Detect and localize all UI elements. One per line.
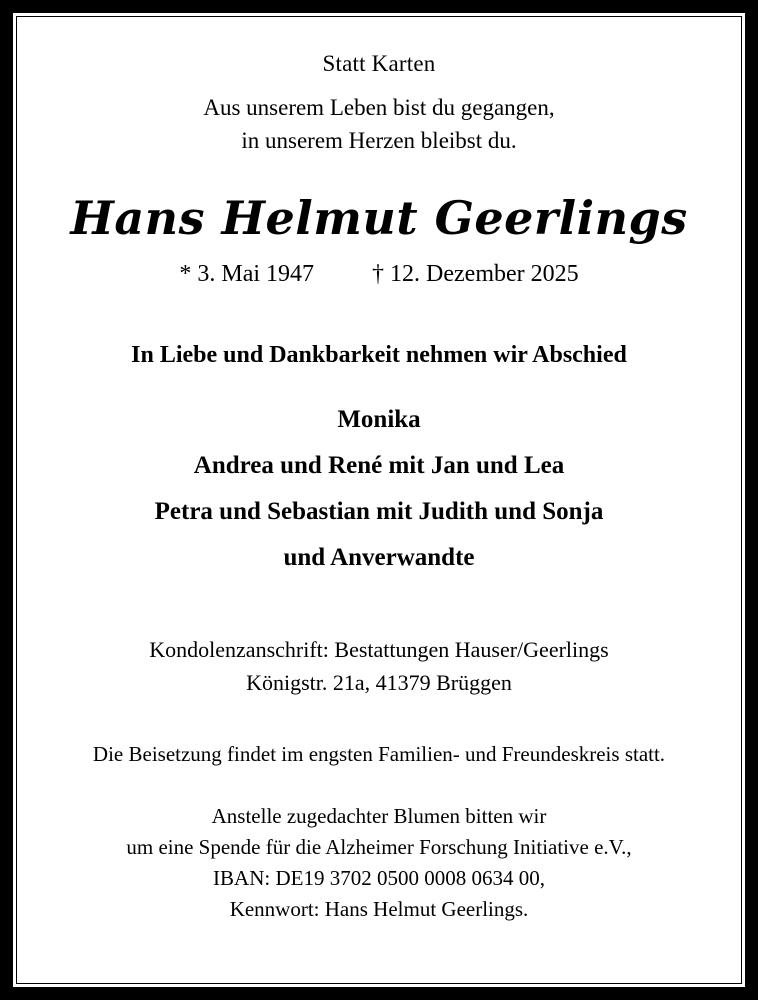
donation-line-1: Anstelle zugedachter Blumen bitten wir [211,804,547,828]
verse-line-2: in unserem Herzen bleibst du. [241,128,517,153]
life-dates [179,259,578,289]
mourner-line-3: Petra und Sebastian mit Judith und Sonja [154,498,604,525]
mourner-line-4: und Anverwandte [283,544,475,571]
donation-keyword: Kennwort: Hans Helmut Geerlings. [229,897,529,921]
mourner-line-1: Monika [337,406,421,433]
farewell-message: In Liebe und Dankbarkeit nehmen wir Abschied [131,342,627,368]
mourner-line-2: Andrea und René mit Jan und Lea [193,452,565,479]
donation-iban: IBAN: DE19 3702 0500 0008 0634 00, [213,866,545,890]
birth-date: * 3. Mai 1947 [179,261,315,287]
donation-request [126,801,631,925]
donation-line-2: um eine Spende für die Alzheimer Forschung Initiative e.V., [126,835,632,859]
obituary-outer-border [10,10,748,990]
condolence-line-1: Kondolenzanschrift: Bestattungen Hauser/Geerlings [149,637,609,662]
intro-title: Statt Karten [322,51,436,76]
death-date: † 12. Dezember 2025 [372,261,579,287]
mourners-list [155,397,604,581]
burial-note: Die Beisetzung findet im engsten Familien- und Freundeskreis statt. [92,742,666,766]
condolence-line-2: Königstr. 21a, 41379 Brüggen [246,670,512,695]
verse-line-1: Aus unserem Leben bist du gegangen, [203,95,555,120]
deceased-name: Hans Helmut Geerlings [70,191,688,245]
memorial-verse [203,91,554,157]
obituary-content [16,16,742,984]
condolence-address [149,633,608,699]
